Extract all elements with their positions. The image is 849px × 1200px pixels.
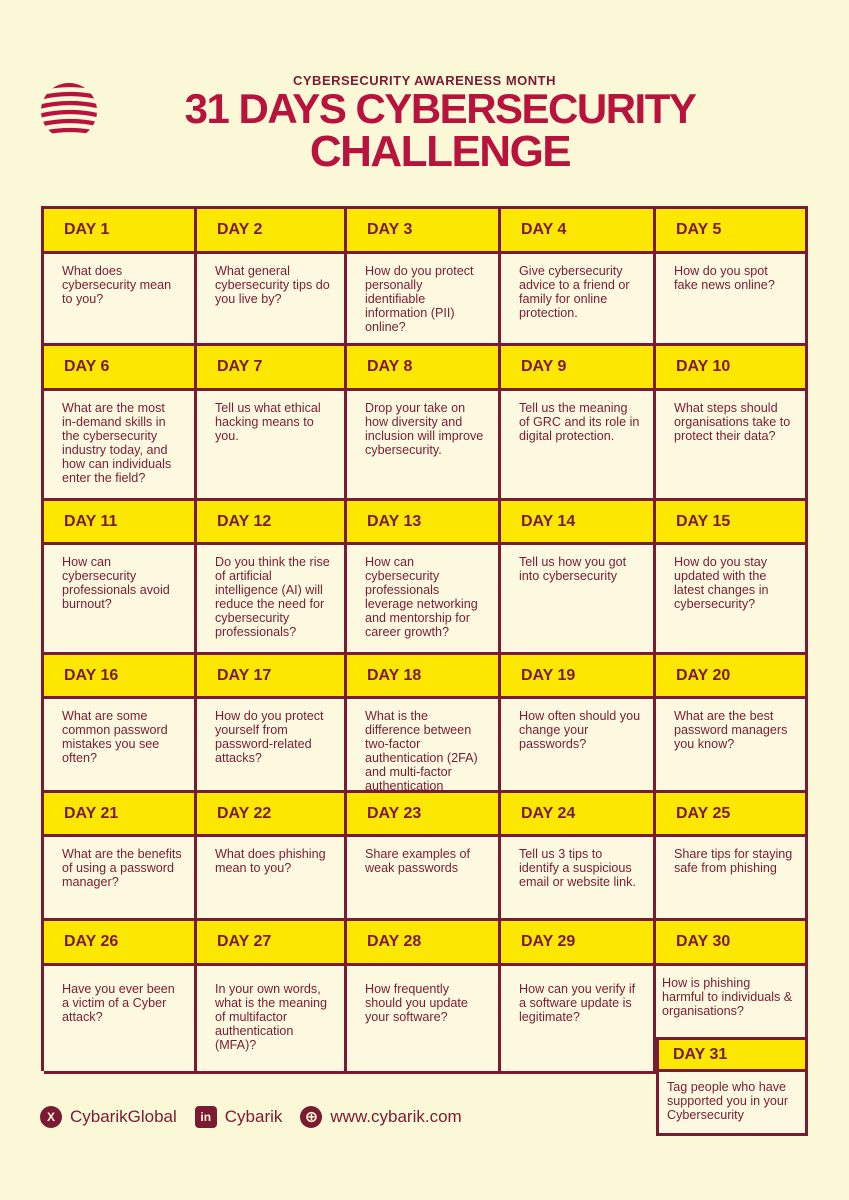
day-29-question: How can you verify if a software update is legitimate? [501, 966, 656, 1074]
day-27-question: In your own words, what is the meaning of multifactor authentication (MFA)? [197, 966, 347, 1074]
day-7-label: DAY 7 [197, 346, 347, 391]
day-30-label: DAY 30 [656, 921, 808, 966]
page-title-line-2: CHALLENGE [309, 127, 571, 176]
day-1-question: What does cybersecurity mean to you? [44, 254, 197, 346]
day-22-label: DAY 22 [197, 793, 347, 837]
day-24-label: DAY 24 [501, 793, 656, 837]
day-22-question: What does phishing mean to you? [197, 837, 347, 921]
page-title-line-1: 31 DAYS CYBERSECURITY [184, 85, 696, 132]
globe-icon: ⊕ [300, 1106, 322, 1128]
day-26-label: DAY 26 [44, 921, 197, 966]
day-28-question: How frequently should you update your software? [347, 966, 501, 1074]
day-21-label: DAY 21 [44, 793, 197, 837]
day-2-question: What general cybersecurity tips do you live by? [197, 254, 347, 346]
cybarik-logo [40, 82, 98, 140]
day-4-label: DAY 4 [501, 209, 656, 254]
day-5-label: DAY 5 [656, 209, 808, 254]
day-30-question: How is phishing harmful to individuals & organisations? [656, 966, 808, 1040]
day-21-question: What are the benefits of using a password manager? [44, 837, 197, 921]
day-14-question: Tell us how you got into cybersecurity [501, 545, 656, 655]
day-2-label: DAY 2 [197, 209, 347, 254]
day-15-question: How do you stay updated with the latest changes in cybersecurity? [656, 545, 808, 655]
day-16-label: DAY 16 [44, 655, 197, 699]
day-16-question: What are some common password mistakes you see often? [44, 699, 197, 793]
x-handle: CybarikGlobal [70, 1107, 177, 1126]
day-18-question: What is the difference between two-factor authentication (2FA) and multi-factor authentication [347, 699, 501, 793]
day-17-question: How do you protect yourself from password-related attacks? [197, 699, 347, 793]
day-18-label: DAY 18 [347, 655, 501, 699]
event-subtitle: CYBERSECURITY AWARENESS MONTH [293, 73, 556, 88]
day-31-label: DAY 31 [656, 1037, 808, 1072]
day-12-question: Do you think the rise of artificial intelligence (AI) will reduce the need for cybersecurity professionals? [197, 545, 347, 655]
day-14-label: DAY 14 [501, 501, 656, 545]
day-11-label: DAY 11 [44, 501, 197, 545]
day-8-label: DAY 8 [347, 346, 501, 391]
day-10-label: DAY 10 [656, 346, 808, 391]
day-19-question: How often should you change your passwords? [501, 699, 656, 793]
day-31-question: Tag people who have supported you in your Cybersecurity [656, 1072, 808, 1136]
day-4-question: Give cybersecurity advice to a friend or family for online protection. [501, 254, 656, 346]
day-27-label: DAY 27 [197, 921, 347, 966]
day-6-question: What are the most in-demand skills in the cybersecurity industry today, and how can individuals enter the field? [44, 391, 197, 501]
day-15-label: DAY 15 [656, 501, 808, 545]
day-20-label: DAY 20 [656, 655, 808, 699]
day-26-question: Have you ever been a victim of a Cyber attack? [44, 966, 197, 1074]
day-10-question: What steps should organisations take to protect their data? [656, 391, 808, 501]
website-link[interactable] [300, 1106, 461, 1128]
day-9-label: DAY 9 [501, 346, 656, 391]
linkedin-link[interactable] [195, 1106, 283, 1128]
day-17-label: DAY 17 [197, 655, 347, 699]
day-3-label: DAY 3 [347, 209, 501, 254]
day-8-question: Drop your take on how diversity and inclusion will improve cybersecurity. [347, 391, 501, 501]
linkedin-name: Cybarik [224, 1107, 283, 1126]
x-link[interactable] [40, 1106, 177, 1128]
day-9-question: Tell us the meaning of GRC and its role in digital protection. [501, 391, 656, 501]
day-23-question: Share examples of weak passwords [347, 837, 501, 921]
day-29-label: DAY 29 [501, 921, 656, 966]
day-24-question: Tell us 3 tips to identify a suspicious email or website link. [501, 837, 656, 921]
day-3-question: How do you protect personally identifiable information (PII) online? [347, 254, 501, 346]
day-20-question: What are the best password managers you know? [656, 699, 808, 793]
day-13-question: How can cybersecurity professionals leverage networking and mentorship for career growth? [347, 545, 501, 655]
linkedin-icon: in [195, 1106, 217, 1128]
day-7-question: Tell us what ethical hacking means to you. [197, 391, 347, 501]
day-6-label: DAY 6 [44, 346, 197, 391]
day-5-question: How do you spot fake news online? [656, 254, 808, 346]
day-23-label: DAY 23 [347, 793, 501, 837]
day-11-question: How can cybersecurity professionals avoid burnout? [44, 545, 197, 655]
x-icon: X [40, 1106, 62, 1128]
day-25-label: DAY 25 [656, 793, 808, 837]
day-19-label: DAY 19 [501, 655, 656, 699]
day-28-label: DAY 28 [347, 921, 501, 966]
day-12-label: DAY 12 [197, 501, 347, 545]
challenge-calendar-grid [41, 206, 808, 1071]
social-footer [40, 1106, 480, 1128]
day-25-question: Share tips for staying safe from phishing [656, 837, 808, 921]
day-1-label: DAY 1 [44, 209, 197, 254]
website-url: www.cybarik.com [330, 1107, 462, 1126]
day-13-label: DAY 13 [347, 501, 501, 545]
